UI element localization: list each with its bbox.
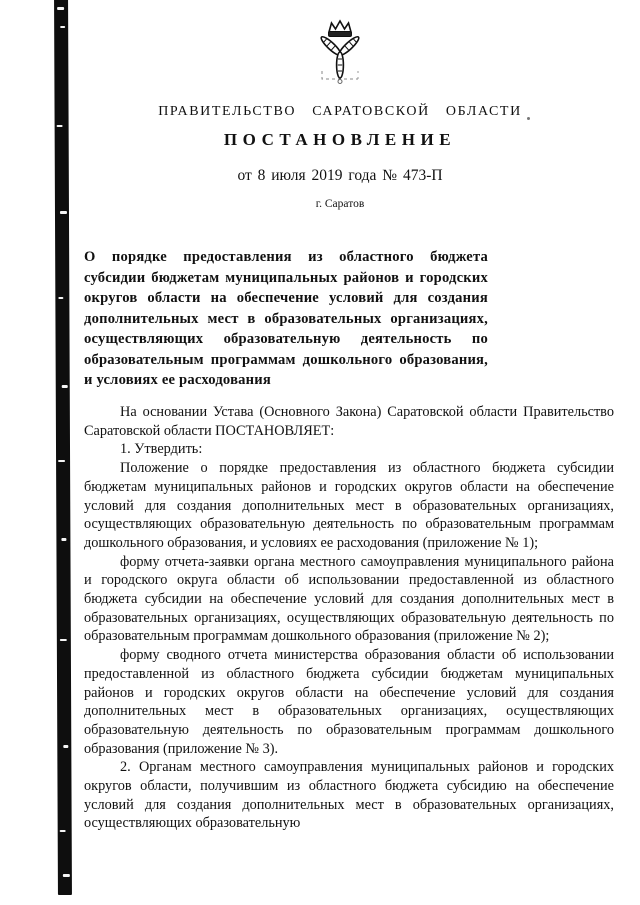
coat-of-arms-saratov-region-icon bbox=[314, 18, 366, 86]
paragraph-item-2: 2. Органам местного самоуправления муниципальных районов и городских округов области, получившим из областного бюджета субсидию на обеспечение условий для создания дополнительных мест в образовательных организациях, осуществляющих образовательную bbox=[84, 759, 614, 832]
document-body bbox=[84, 403, 614, 833]
scan-speck bbox=[527, 117, 530, 120]
paragraph-annex-2: форму отчета-заявки органа местного самоуправления муниципального района и городского округа области об использовании предоставленной из областного бюджета субсидии на обеспечение условий для создания дополнительных мест в образовательных организациях, осуществляющих образовательную деятельность по образовательным программам дошкольного образования (приложение № 2); bbox=[84, 553, 614, 645]
paragraph-annex-1: Положение о порядке предоставления из областного бюджета субсидии бюджетам муниципальных районов и городских округов области на обеспечение условий для создания дополнительных мест в образовательных организациях, осуществляющих образовательную деятельность по образовательным программам дошкольного образования, и условиях ее расходования (приложение № 1); bbox=[84, 460, 614, 551]
paragraph-item-1: 1. Утвердить: bbox=[120, 441, 203, 458]
document-type-title: ПОСТАНОВЛЕНИЕ bbox=[223, 130, 457, 149]
paragraph-preamble: На основании Устава (Основного Закона) Саратовской области Правительство Саратовской области ПОСТАНОВЛЯЕТ: bbox=[84, 404, 614, 439]
city-line: г. Саратов bbox=[315, 198, 365, 210]
issuing-authority-title: ПРАВИТЕЛЬСТВО САРАТОВСКОЙ ОБЛАСТИ bbox=[158, 104, 522, 119]
date-and-number-line: от 8 июля 2019 года № 473-П bbox=[237, 167, 443, 184]
document-subject-title: О порядке предоставления из областного бюджета субсидии бюджетам муниципальных районов и городских округов области на обеспечение условий для создания дополнительных мест в образовательных организациях, осуществляющих образовательную деятельность по образовательным программам дошкольного образования, и условиях ее расходования bbox=[84, 249, 488, 388]
paragraph-annex-3: форму сводного отчета министерства образования области об использовании предоставленной из областного бюджета субсидии бюджетам муниципальных районов и городских округов области на обеспечение условий для создания дополнительных мест в образовательных организациях, осуществляющих образовательную деятельность по образовательным программам дошкольного образования (приложение № 3). bbox=[84, 647, 614, 757]
